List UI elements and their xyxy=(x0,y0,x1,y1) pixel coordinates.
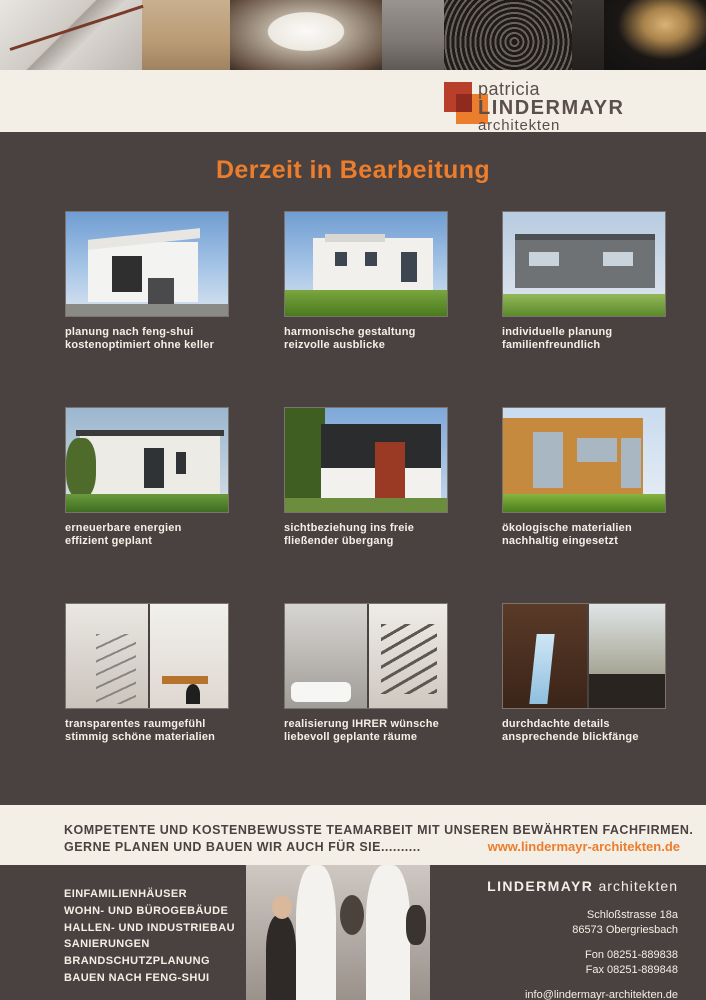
contact-phone: Fon 08251-889838 xyxy=(585,949,678,961)
header-photo-strip xyxy=(0,0,706,70)
project-photo xyxy=(65,211,229,317)
photo-candle-bowl xyxy=(604,0,706,70)
logo-subtitle: architekten xyxy=(478,117,561,134)
team-photo xyxy=(246,865,430,1000)
photo-stone xyxy=(382,0,444,70)
contact-block xyxy=(440,878,678,1000)
contact-brand-sub: architekten xyxy=(598,878,678,894)
service-item: WOHN- UND BÜROGEBÄUDE xyxy=(64,904,229,917)
service-item: EINFAMILIENHÄUSER xyxy=(64,888,187,900)
project-photo xyxy=(502,211,666,317)
project-card xyxy=(284,407,450,548)
slogan-line2: GERNE PLANEN UND BAUEN WIR AUCH FÜR SIE.......... xyxy=(64,840,421,854)
project-caption-line1: transparentes raumgefühl xyxy=(65,718,206,730)
page-title: Derzeit in Bearbeitung xyxy=(215,156,491,184)
project-caption-line1: erneuerbare energien xyxy=(65,522,182,534)
services-list xyxy=(64,886,235,987)
project-caption-line1: individuelle planung xyxy=(502,326,613,338)
project-caption-line1: durchdachte details xyxy=(502,718,610,730)
project-caption-line2: effizient geplant xyxy=(65,535,153,547)
project-caption-line2: familienfreundlich xyxy=(502,339,601,351)
project-photo xyxy=(502,407,666,513)
header-band xyxy=(0,70,706,132)
project-photo xyxy=(284,407,448,513)
project-caption-line1: ökologische materialien xyxy=(502,522,632,534)
project-caption-line2: ansprechende blickfänge xyxy=(502,731,639,743)
contact-city: 86573 Obergriesbach xyxy=(572,924,678,936)
slogan-band xyxy=(0,805,706,865)
contact-brand-name: LINDERMAYR xyxy=(487,878,594,894)
contact-street: Schloßstrasse 18a xyxy=(586,909,678,921)
project-card xyxy=(284,211,450,352)
project-caption-line2: stimmig schöne materialien xyxy=(65,731,216,743)
project-caption-line2: fließender übergang xyxy=(284,535,394,547)
project-photo xyxy=(502,603,666,709)
service-item: HALLEN- UND INDUSTRIEBAU xyxy=(64,921,235,934)
service-item: SANIERUNGEN xyxy=(64,938,150,951)
project-caption-line1: realisierung IHRER wünsche xyxy=(284,718,439,730)
photo-bowl xyxy=(230,0,382,70)
contact-email[interactable]: info@lindermayr-architekten.de xyxy=(524,989,678,1000)
project-caption-line2: nachhaltig eingesetzt xyxy=(502,535,619,547)
project-photo xyxy=(284,603,448,709)
project-card xyxy=(65,407,231,548)
project-caption-line1: sichtbeziehung ins freie xyxy=(284,522,415,534)
service-item: BAUEN NACH FENG-SHUI xyxy=(64,971,210,984)
project-photo xyxy=(65,603,229,709)
logo-last-name: LINDERMAYR xyxy=(478,97,625,119)
project-caption-line2: liebevoll geplante räume xyxy=(284,731,418,743)
project-card xyxy=(284,603,450,744)
project-card xyxy=(502,603,668,744)
company-logo xyxy=(444,79,694,134)
contact-brand xyxy=(440,878,678,894)
service-item: BRANDSCHUTZPLANUNG xyxy=(64,955,210,968)
contact-fax: Fax 08251-889848 xyxy=(585,964,678,976)
project-caption-line2: kostenoptimiert ohne keller xyxy=(65,339,215,351)
logo-first-name: patricia xyxy=(478,79,541,99)
project-caption-line1: harmonische gestaltung xyxy=(284,326,416,338)
photo-wall-texture xyxy=(142,0,230,70)
project-card xyxy=(502,407,668,548)
photo-wire-sculpture xyxy=(444,0,572,70)
slogan-line1: KOMPETENTE UND KOSTENBEWUSSTE TEAMARBEIT MIT UNSEREN BEWÄHRTEN FACHFIRMEN. xyxy=(64,823,694,837)
project-photo xyxy=(284,211,448,317)
project-card xyxy=(65,211,231,352)
website-link[interactable]: www.lindermayr-architekten.de xyxy=(487,839,680,854)
project-caption-line1: planung nach feng-shui xyxy=(65,326,194,338)
project-caption-line2: reizvolle ausblicke xyxy=(284,339,386,351)
photo-dark-divider xyxy=(572,0,604,70)
photo-staircase xyxy=(0,0,142,70)
project-photo xyxy=(65,407,229,513)
project-card xyxy=(502,211,668,352)
project-card xyxy=(65,603,231,744)
